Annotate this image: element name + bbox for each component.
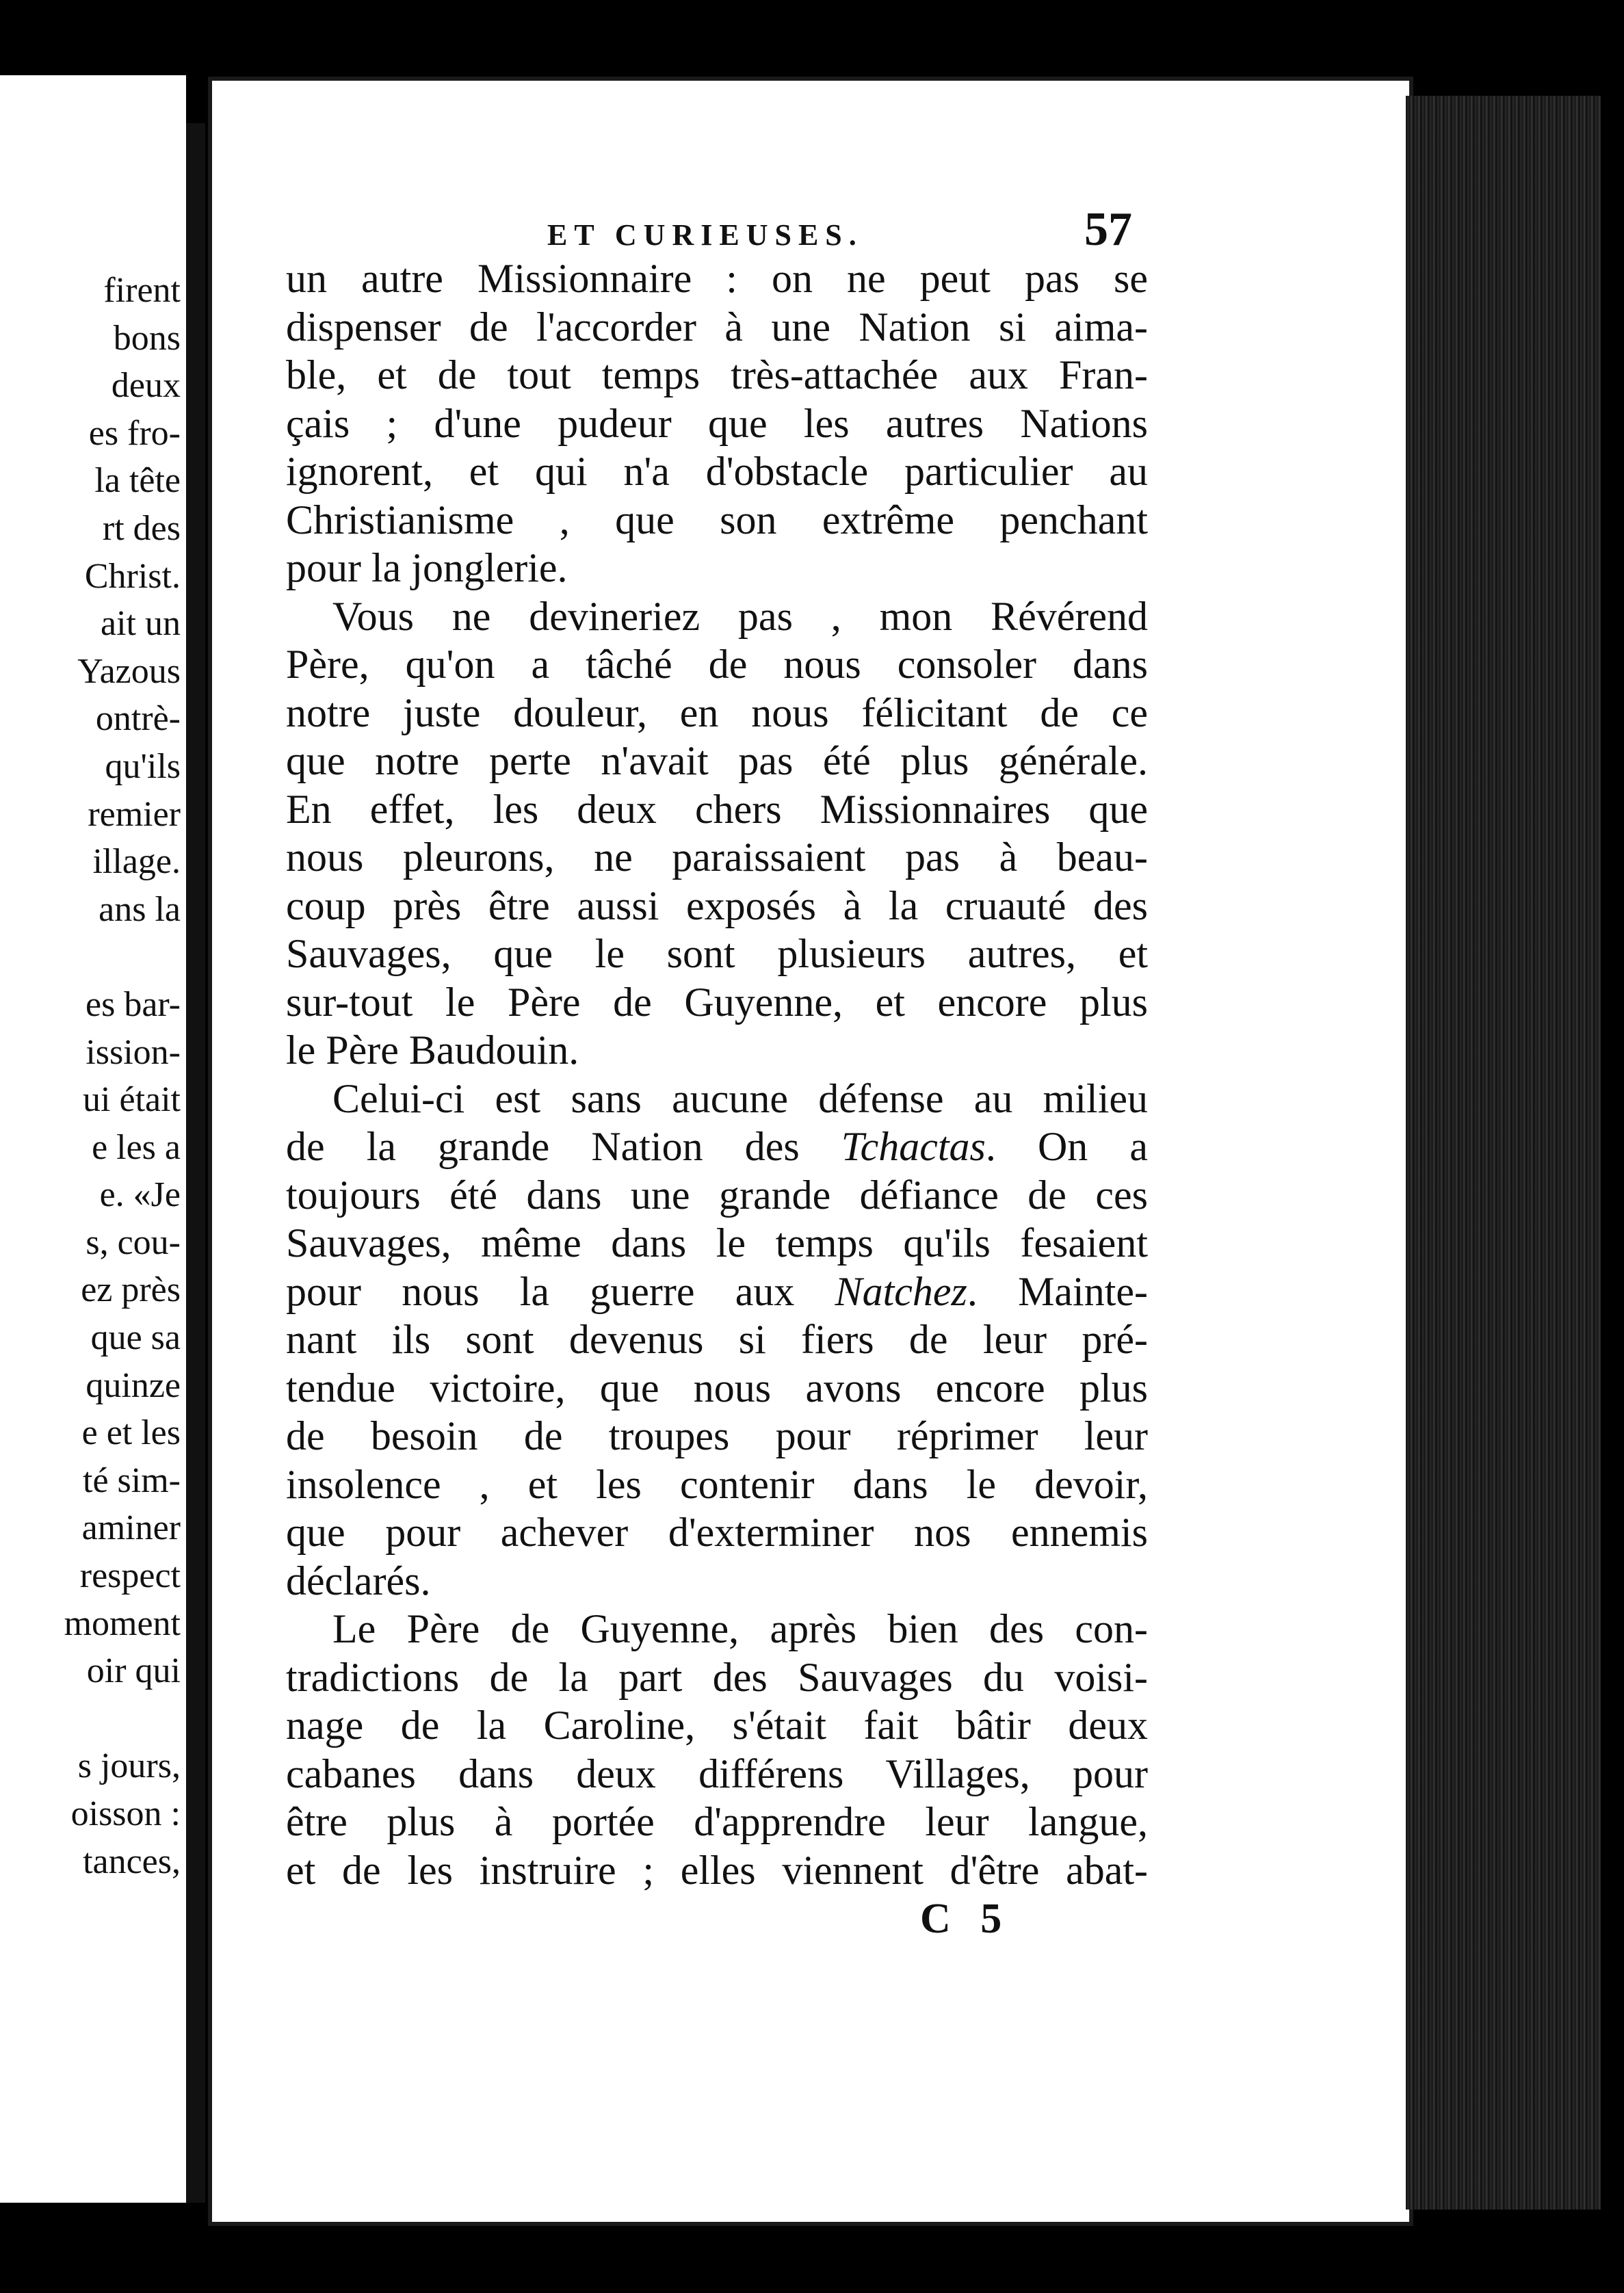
- running-head: ET CURIEUSES.: [547, 218, 863, 252]
- text-line: Christianisme , que son extrême penchant: [286, 497, 1148, 542]
- text-line: Père, qu'on a tâché de nous consoler dans: [286, 642, 1148, 687]
- left-page-line: remier: [88, 794, 181, 834]
- text-line: insolence , et les contenir dans le devoir,: [286, 1461, 1148, 1507]
- text-line: être plus à portée d'apprendre leur langue,: [286, 1799, 1148, 1844]
- text-line: et de les instruire ; elles viennent d'être abat-: [286, 1847, 1148, 1893]
- left-page-line: ans la: [99, 889, 181, 929]
- left-page-line: s jours,: [77, 1746, 181, 1786]
- text-line: Celui-ci est sans aucune défense au milieu: [332, 1075, 1148, 1121]
- left-page-line: que sa: [90, 1318, 181, 1358]
- left-page-fragment: [0, 75, 186, 2203]
- text-line: pour la jonglerie.: [286, 545, 568, 590]
- text-line: sur-tout le Père de Guyenne, et encore plus: [286, 979, 1148, 1025]
- left-page-line: oisson :: [70, 1794, 181, 1833]
- text-line: Sauvages, que le sont plusieurs autres, et: [286, 931, 1148, 976]
- text-line: de la grande Nation des Tchactas. On a: [286, 1124, 1148, 1169]
- signature-mark: C 5: [920, 1896, 1012, 1942]
- left-page-line: ontrè-: [95, 699, 181, 739]
- left-page-line: illage.: [92, 842, 181, 882]
- text-line: de besoin de troupes pour réprimer leur: [286, 1413, 1148, 1458]
- left-page-line: ait un: [101, 604, 181, 644]
- text-line: tendue victoire, que nous avons encore plus: [286, 1365, 1148, 1411]
- left-page-line: aminer: [81, 1508, 181, 1548]
- left-page-line: ez près: [81, 1270, 181, 1310]
- text-line: tradictions de la part des Sauvages du voisi-: [286, 1654, 1148, 1700]
- text-line: le Père Baudouin.: [286, 1027, 579, 1073]
- text-line: Sauvages, même dans le temps qu'ils fesaient: [286, 1220, 1148, 1266]
- left-page-line: quinze: [86, 1365, 181, 1405]
- text-line: toujours été dans une grande défiance de ces: [286, 1172, 1148, 1218]
- left-page-line: [3, 933, 181, 981]
- left-page-line: s, cou-: [86, 1222, 181, 1262]
- left-page-line: respect: [79, 1556, 181, 1596]
- left-page-line: té sim-: [83, 1460, 181, 1500]
- left-page-line: e les a: [92, 1127, 181, 1167]
- text-line: pour nous la guerre aux Natchez. Mainte-: [286, 1268, 1149, 1314]
- left-page-line: e et les: [81, 1413, 181, 1453]
- left-page-text: [3, 267, 181, 1885]
- text-line: notre juste douleur, en nous félicitant de ce: [286, 690, 1148, 735]
- text-line: Le Père de Guyenne, après bien des con-: [332, 1606, 1148, 1651]
- text-line: çais ; d'une pudeur que les autres Nations: [286, 400, 1148, 446]
- left-page-line: tances,: [83, 1842, 181, 1881]
- left-page-line: ission-: [86, 1032, 181, 1072]
- left-page-line: bons: [113, 318, 181, 358]
- left-page-line: Yazous: [77, 651, 181, 691]
- text-line: coup près être aussi exposés à la cruauté des: [286, 882, 1148, 928]
- text-line: déclarés.: [286, 1558, 431, 1603]
- text-line: Vous ne devineriez pas , mon Révérend: [332, 593, 1148, 639]
- text-line: un autre Missionnaire : on ne peut pas se: [286, 256, 1148, 301]
- text-line: dispenser de l'accorder à une Nation si aima-: [286, 304, 1148, 350]
- text-line: que notre perte n'avait pas été plus générale.: [286, 738, 1148, 783]
- text-line: que pour achever d'exterminer nos ennemis: [286, 1510, 1148, 1555]
- text-line: ignorent, et qui n'a d'obstacle particulier au: [286, 449, 1148, 494]
- left-page-line: [3, 1695, 181, 1743]
- left-page-line: moment: [64, 1603, 181, 1643]
- left-page-line: es fro-: [88, 413, 181, 453]
- left-page-line: la tête: [94, 461, 181, 501]
- book-gutter: [186, 123, 205, 2203]
- left-page-line: firent: [103, 271, 181, 310]
- left-page-line: rt des: [102, 508, 181, 548]
- page-number: 57: [1084, 203, 1132, 256]
- left-page-line: qu'ils: [105, 746, 181, 786]
- text-line: nous pleurons, ne paraissaient pas à beau-: [286, 835, 1148, 880]
- left-page-line: deux: [111, 366, 181, 406]
- body-text: [286, 254, 1148, 1894]
- left-page-line: es bar-: [86, 984, 181, 1024]
- text-line: nage de la Caroline, s'était fait bâtir deux: [286, 1703, 1148, 1748]
- text-line: nant ils sont devenus si fiers de leur pré-: [286, 1317, 1148, 1362]
- text-line: ble, et de tout temps très-attachée aux Fran-: [286, 352, 1148, 397]
- text-line: cabanes dans deux différens Villages, pour: [286, 1751, 1148, 1796]
- text-line: En effet, les deux chers Missionnaires que: [286, 786, 1148, 832]
- left-page-line: Christ.: [84, 556, 181, 596]
- left-page-line: ui était: [83, 1080, 181, 1120]
- page-edges: [1406, 96, 1601, 2210]
- left-page-line: oir qui: [86, 1651, 181, 1691]
- left-page-line: e. «Je: [99, 1175, 181, 1215]
